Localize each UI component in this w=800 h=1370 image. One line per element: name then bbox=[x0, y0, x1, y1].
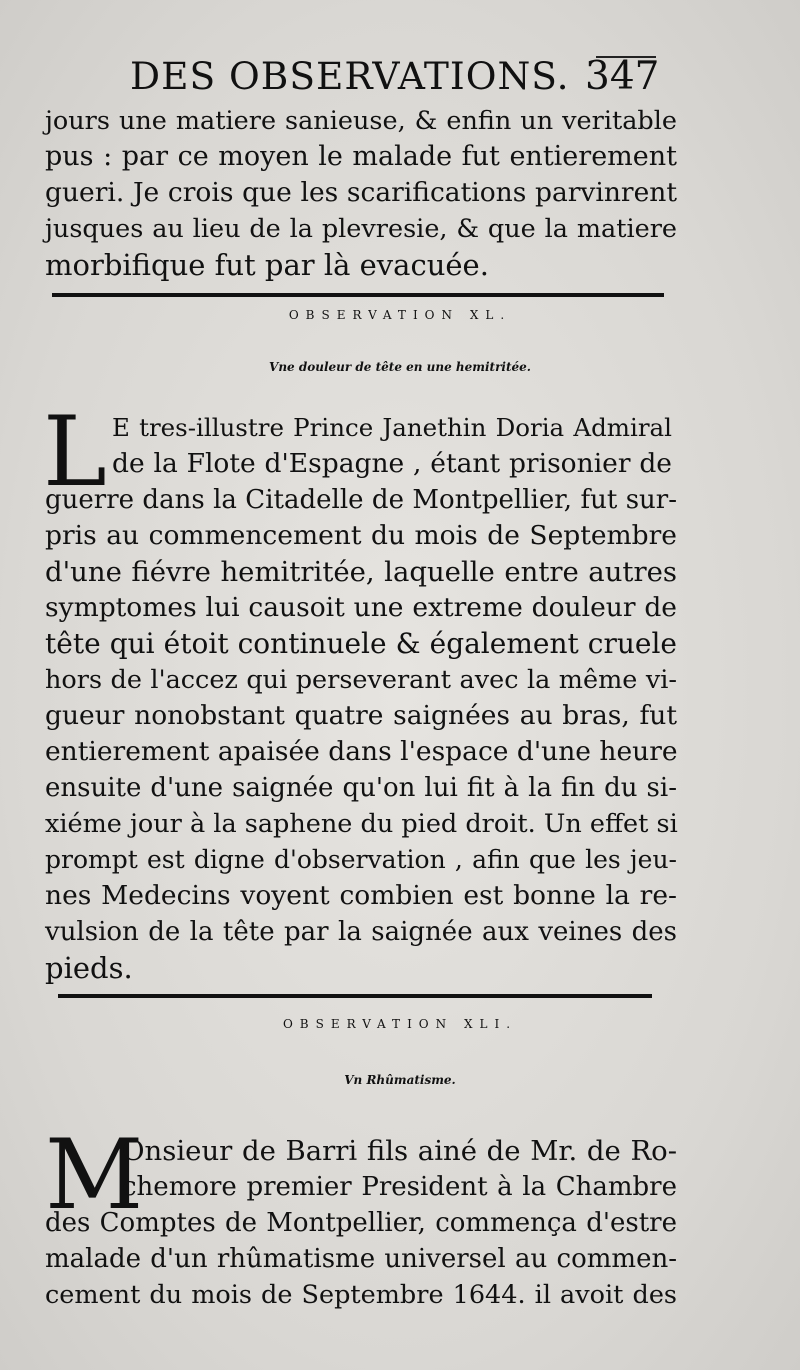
text-line: symptomes lui causoit une extreme douleur de bbox=[45, 592, 677, 623]
section-divider bbox=[52, 293, 664, 297]
page-number: 347 bbox=[585, 54, 660, 99]
observation-40-drop-cap: L bbox=[43, 396, 107, 508]
observation-41-indented-lines bbox=[122, 1133, 677, 1205]
text-line: pieds. bbox=[45, 951, 133, 985]
text-line: malade d'un rhûmatisme universel au commen- bbox=[45, 1244, 677, 1274]
text-line: chemore premier President à la Chambre bbox=[122, 1172, 677, 1202]
text-line: morbifique fut par là evacuée. bbox=[45, 248, 489, 282]
text-line: entierement apaisée dans l'espace d'une heure bbox=[45, 736, 678, 767]
observation-41-body bbox=[45, 1205, 677, 1313]
text-line: vulsion de la tête par la saignée aux veines des bbox=[45, 917, 677, 947]
observation-40-subtitle: Vne douleur de tête en une hemitritée. bbox=[269, 360, 531, 374]
observation-41-drop-cap: M bbox=[45, 1119, 144, 1231]
text-line: gueri. Je crois que les scarifications parvinrent bbox=[45, 177, 677, 208]
text-line: d'une fiévre hemitritée, laquelle entre autres bbox=[45, 556, 677, 588]
text-line: gueur nonobstant quatre saignées au bras, fut bbox=[45, 700, 677, 731]
text-line: pris au commencement du mois de Septembre bbox=[45, 520, 677, 551]
text-line: hors de l'accez qui perseverant avec la même vi- bbox=[45, 665, 677, 695]
observation-41-heading: OBSERVATION XLI. bbox=[282, 1017, 518, 1031]
observation-40-heading: OBSERVATION XL. bbox=[288, 308, 512, 322]
text-line: guerre dans la Citadelle de Montpellier, fut sur- bbox=[45, 485, 677, 515]
section-divider bbox=[58, 994, 652, 998]
text-line: jusques au lieu de la plevresie, & que la matiere bbox=[45, 214, 677, 244]
text-line: ensuite d'une saignée qu'on lui fit à la fin du si- bbox=[45, 773, 677, 803]
text-line: jours une matiere sanieuse, & enfin un veritable bbox=[45, 106, 677, 136]
observation-41-subtitle: Vn Rhûmatisme. bbox=[344, 1073, 456, 1087]
page-header bbox=[130, 48, 690, 108]
text-line: Onsieur de Barri fils ainé de Mr. de Ro- bbox=[122, 1135, 677, 1167]
text-line: xiéme jour à la saphene du pied droit. Un effet si bbox=[45, 809, 678, 839]
text-line: E tres-illustre Prince Janethin Doria Admiral bbox=[112, 413, 672, 442]
running-title: DES OBSERVATIONS. bbox=[130, 54, 570, 98]
observation-40-body bbox=[45, 482, 677, 986]
observation-40-indented-lines bbox=[112, 410, 672, 482]
intro-paragraph bbox=[45, 103, 677, 283]
text-line: tête qui étoit continuele & également cruele bbox=[45, 627, 677, 660]
text-line: des Comptes de Montpellier, commença d'estre bbox=[45, 1208, 677, 1238]
text-line: nes Medecins voyent combien est bonne la re- bbox=[45, 880, 677, 911]
text-line: de la Flote d'Espagne , étant prisonier de bbox=[112, 448, 672, 479]
text-line: cement du mois de Septembre 1644. il avoit des bbox=[45, 1280, 677, 1310]
text-line: prompt est digne d'observation , afin que les jeu- bbox=[45, 845, 677, 874]
text-line: pus : par ce moyen le malade fut entierement bbox=[45, 141, 677, 172]
